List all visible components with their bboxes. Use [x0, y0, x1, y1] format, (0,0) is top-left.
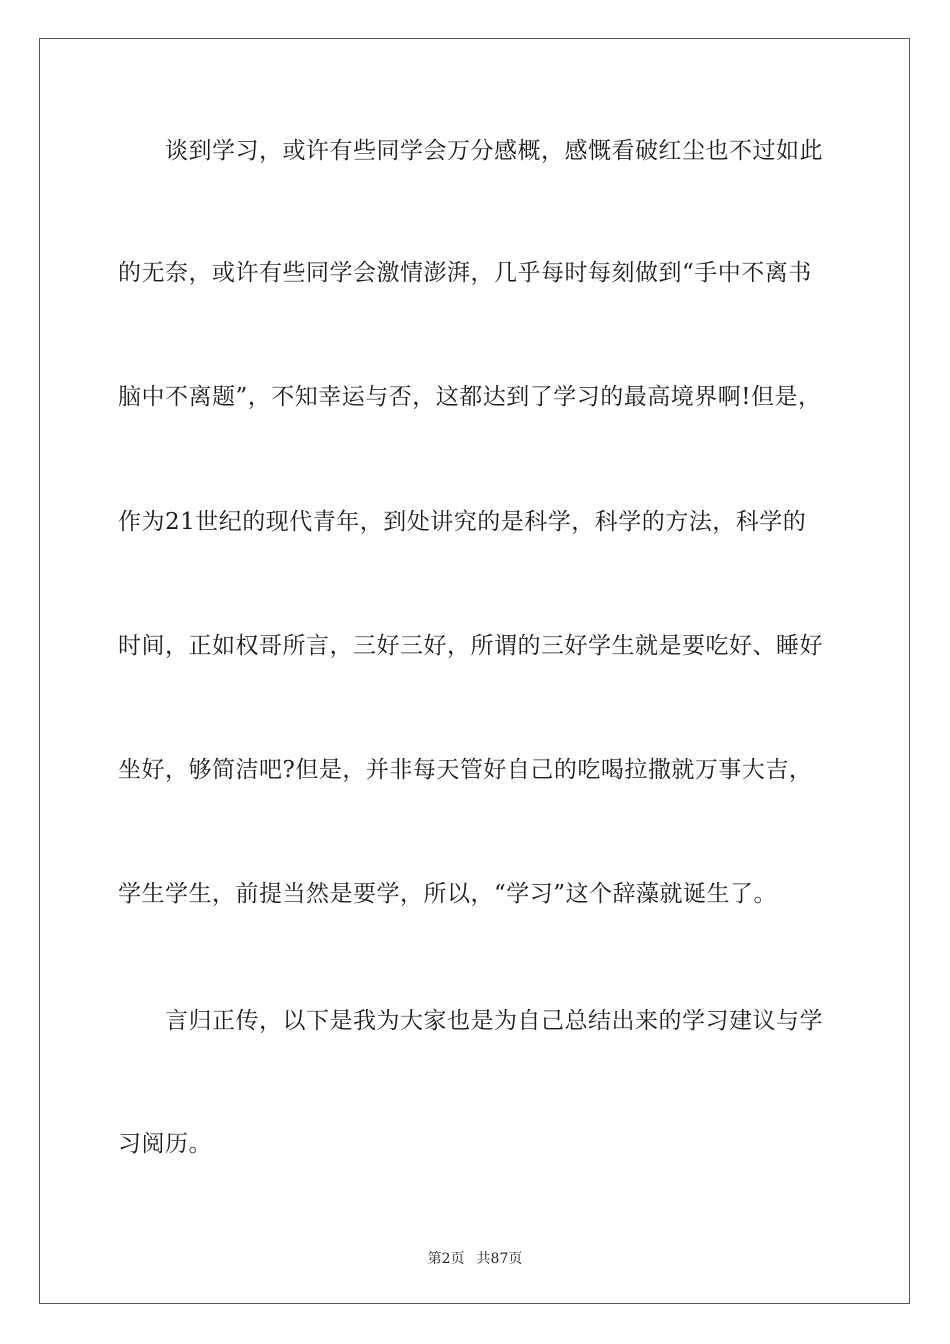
paragraph-1-line-4: 作为21世纪的现代青年，到处讲究的是科学，科学的方法，科学的: [118, 509, 807, 535]
page-footer: [0, 1248, 950, 1268]
page-frame: [39, 38, 910, 1304]
paragraph-1-line-5: 时间，正如权哥所言，三好三好，所谓的三好学生就是要吃好、睡好: [118, 633, 823, 659]
paragraph-1-line-2: 的无奈，或许有些同学会激情澎湃，几乎每时每刻做到“手中不离书: [118, 260, 812, 286]
paragraph-1-line-1: 谈到学习，或许有些同学会万分感概，感慨看破红尘也不过如此: [165, 138, 823, 164]
paragraph-1-line-6: 坐好，够简洁吧?但是，并非每天管好自己的吃喝拉撒就万事大吉，: [118, 757, 813, 783]
total-pages: 共87页: [476, 1251, 523, 1267]
paragraph-2-line-2: 习阅历。: [118, 1131, 212, 1157]
paragraph-1-line-7: 学生学生，前提当然是要学，所以，“学习”这个辞藻就诞生了。: [118, 881, 778, 907]
paragraph-1-line-3: 脑中不离题”，不知幸运与否，这都达到了学习的最高境界啊!但是，: [118, 384, 822, 410]
page-number: 第2页: [427, 1251, 465, 1267]
paragraph-2-line-1: 言归正传，以下是我为大家也是为自己总结出来的学习建议与学: [165, 1008, 823, 1034]
